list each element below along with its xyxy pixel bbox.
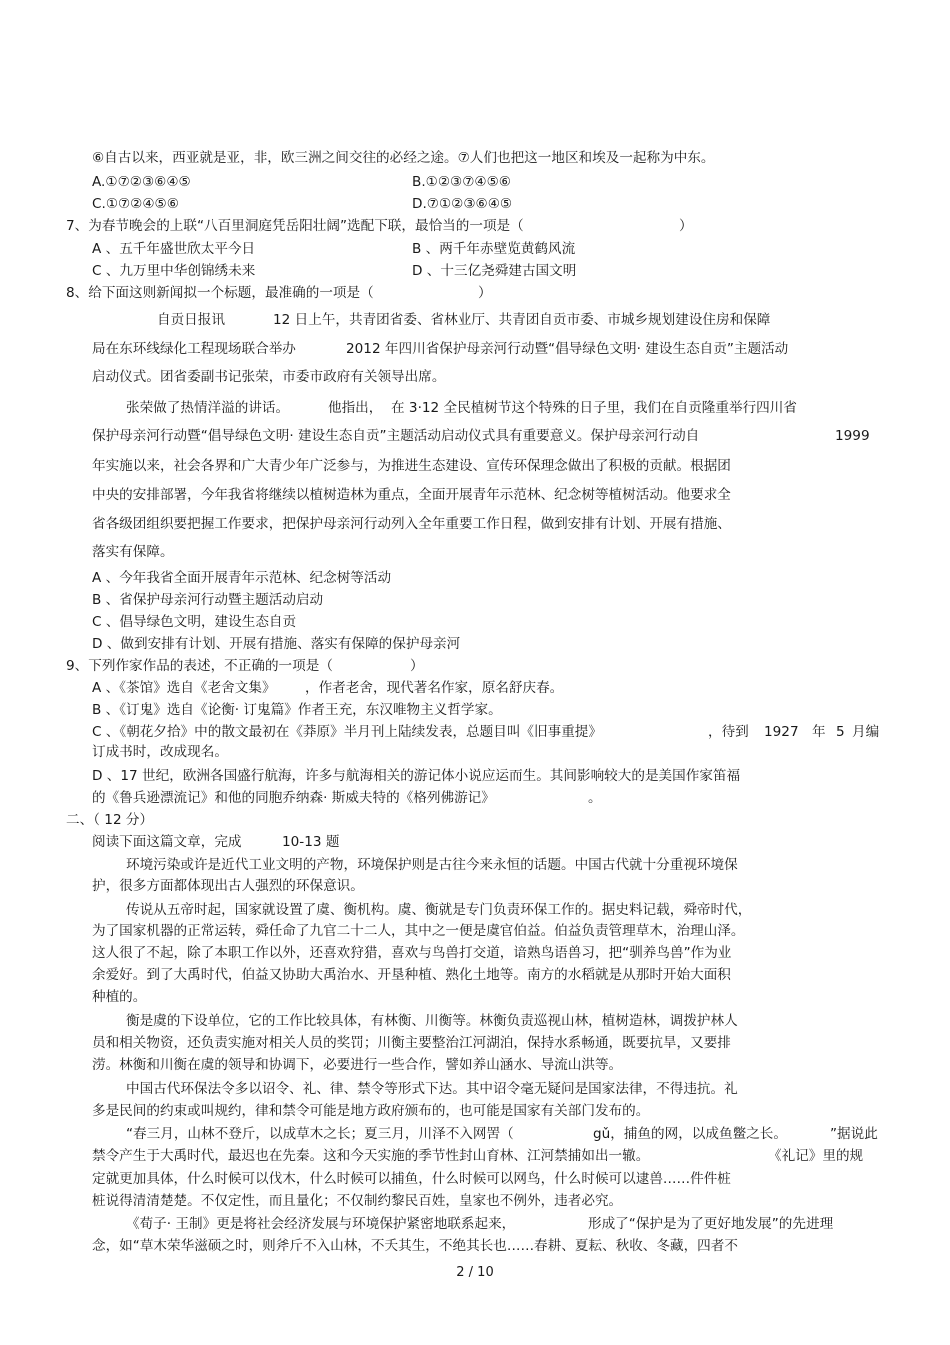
q7-close-paren: ） [679,218,693,234]
q9-option-c-part5: 5 [836,724,845,740]
news-line-4a: 张荣做了热情洋溢的讲话。 [126,400,290,416]
article-line: 多是民间的约束或叫规约，律和禁令可能是地方政府颁布的，也可能是国家有关部门发布的。 [92,1103,650,1119]
page-number: 2 / 10 [456,1265,494,1280]
q8-option-c: C 、倡导绿色文明，建设生态自贡 [92,614,297,630]
q9-option-c-part2: ，待到 [708,724,749,740]
article-line-13b: gǔ，捕鱼的网，以成鱼鳖之长。 [593,1126,787,1142]
news-line-5a: 保护母亲河行动暨“倡导绿色文明· 建设生态自贡”主题活动启动仪式具有重要意义。保护母亲河行动自 [92,428,700,444]
article-line: 涝。林衡和川衡在虞的领导和协调下，必要进行一些合作，譬如养山涵水、导流山洪等。 [92,1057,623,1073]
news-line-4c: 在 3·12 全民植树节这个特殊的日子里，我们在自贡隆重举行四川省 [391,400,797,416]
reading-instruction: 阅读下面这篇文章，完成 [92,834,242,850]
q9-option-d-period: 。 [588,790,602,806]
news-line-6: 年实施以来，社会各界和广大青少年广泛参与，为推进生态建设、宣传环保理念做出了积极的贡献。根据团 [92,458,731,474]
article-line: 这人很了不起，除了本职工作以外，还喜欢狩猎，喜欢与鸟兽打交道，谙熟鸟语兽习，把“驯养鸟兽”作为业 [92,945,732,961]
q8-option-b: B 、省保护母亲河行动暨主题活动启动 [92,592,324,608]
q9-option-a-part1: A 、《茶馆》选自《老舍文集》 [92,680,276,696]
section-two-heading: 二、（ 12 分） [66,812,154,828]
q7-option-d: D 、十三亿尧舜建古国文明 [412,263,577,279]
q6-line: ⑥自古以来，西亚就是亚，非，欧三洲之间交往的必经之途。⑦人们也把这一地区和埃及一起称为中东。 [92,150,715,166]
news-line-4b: 他指出， [328,400,383,416]
reading-instruction-range: 10-13 题 [282,834,340,850]
q6-option-c: C.①⑦②④⑤⑥ [92,196,179,212]
article-line-17b: 形成了“保护是为了更好地发展”的先进理 [588,1216,834,1232]
q7-option-b: B 、两千年赤壁览黄鹤风流 [412,241,576,257]
q9-option-c-part6: 月编 [852,724,880,740]
news-line-8: 省各级团组织要把握工作要求，把保护母亲河行动列入全年重要工作日程，做到安排有计划、开展有措施、 [92,516,731,532]
article-line-13c: ”据说此 [830,1126,878,1142]
q7-option-c: C 、九万里中华创锦绣未来 [92,263,256,279]
q9-stem: 9、下列作家作品的表述，不正确的一项是（ [66,658,333,674]
article-line: 余爱好。到了大禹时代，伯益又协助大禹治水、开垦种植、熟化土地等。南方的水稻就是从那时开始大面积 [92,967,731,983]
news-line-7: 中央的安排部署，今年我省将继续以植树造林为重点，全面开展青年示范林、纪念树等植树活动。他要求全 [92,487,731,503]
article-line: 环境污染或许是近代工业文明的产物，环境保护则是古往今来永恒的话题。中国古代就十分重视环境保 [126,857,738,873]
article-line: 定就更加具体，什么时候可以伐木，什么时候可以捕鱼，什么时候可以网鸟，什么时候可以逮兽……件件桩 [92,1171,731,1187]
article-line-13a: “春三月，山林不登斤，以成草木之长；夏三月，川泽不入网罟（ [126,1126,514,1142]
news-line-1b: 12 日上午，共青团省委、省林业厅、共青团自贡市委、市城乡规划建设住房和保障 [273,312,771,328]
article-line: 种植的。 [92,989,147,1005]
article-line-14b: 《礼记》里的规 [768,1148,864,1164]
q9-option-a-part2: ，作者老舍，现代著名作家，原名舒庆春。 [305,680,564,696]
news-line-2b: 2012 年四川省保护母亲河行动暨“倡导绿色文明· 建设生态自贡”主题活动 [346,341,789,357]
news-line-1a: 自贡日报讯 [157,312,225,328]
article-line: 衡是虞的下设单位，它的工作比较具体，有林衡、川衡等。林衡负责巡视山林，植树造林，调拨护林人 [126,1013,738,1029]
article-line: 中国古代环保法令多以诏令、礼、律、禁令等形式下达。其中诏令毫无疑问是国家法律，不得违抗。礼 [126,1081,738,1097]
q8-stem: 8、给下面这则新闻拟一个标题，最准确的一项是（ [66,285,374,301]
q6-option-d: D.⑦①②③⑥④⑤ [412,196,513,212]
article-line: 念，如“草木荣华滋硕之时，则斧斤不入山林，不夭其生，不绝其长也……春耕、夏耘、秋收、冬藏，四者不 [92,1238,738,1254]
news-line-9: 落实有保障。 [92,544,174,560]
q9-option-c-part3: 1927 [764,724,799,740]
q8-close-paren: ） [478,285,492,301]
q9-option-b: B 、《订鬼》选自《论衡· 订鬼篇》作者王充，东汉唯物主义哲学家。 [92,702,502,718]
q8-option-a: A 、今年我省全面开展青年示范林、纪念树等活动 [92,570,392,586]
news-line-3: 启动仪式。团省委副书记张荣，市委市政府有关领导出席。 [92,369,446,385]
article-line: 护，很多方面都体现出古人强烈的环保意识。 [92,878,364,894]
q8-option-d: D 、做到安排有计划、开展有措施、落实有保障的保护母亲河 [92,636,461,652]
news-line-2a: 局在东环线绿化工程现场联合举办 [92,341,296,357]
article-line-17a: 《荀子· 王制》更是将社会经济发展与环境保护紧密地联系起来， [126,1216,516,1232]
article-line: 员和相关物资，还负责实施对相关人员的奖罚；川衡主要整治江河湖泊，保持水系畅通，既要抗旱，又要排 [92,1035,731,1051]
q7-stem: 7、为春节晚会的上联“八百里洞庭凭岳阳壮阔”选配下联，最恰当的一项是（ [66,218,524,234]
q9-option-c-part1: C 、《朝花夕拾》中的散文最初在《莽原》半月刊上陆续发表，总题目叫《旧事重提》 [92,724,602,740]
article-line: 传说从五帝时起，国家就设置了虞、衡机构。虞、衡就是专门负责环保工作的。据史料记载，舜帝时代， [126,902,752,918]
q9-option-d-line1: D 、17 世纪，欧洲各国盛行航海，许多与航海相关的游记体小说应运而生。其间影响较大的是美国作家笛福 [92,768,741,784]
article-line: 桩说得清清楚楚。不仅定性，而且量化；不仅制约黎民百姓，皇家也不例外，违者必究。 [92,1193,623,1209]
q9-option-c-part4: 年 [812,724,826,740]
news-line-5b: 1999 [835,428,870,444]
article-line-14a: 禁令产生于大禹时代，最迟也在先秦。这和今天实施的季节性封山育林、江河禁捕如出一辙。 [92,1148,650,1164]
article-line: 为了国家机器的正常运转，舜任命了九官二十二人，其中之一便是虞官伯益。伯益负责管理草木，治理山泽。 [92,923,745,939]
q9-option-d-line2: 的《鲁兵逊漂流记》和他的同胞乔纳森· 斯威夫特的《格列佛游记》 [92,790,495,806]
q9-close-paren: ） [410,658,424,674]
q7-option-a: A 、五千年盛世欣太平今日 [92,241,256,257]
q6-option-a: A.①⑦②③⑥④⑤ [92,174,191,190]
q9-option-c-line2: 订成书时，改成现名。 [92,744,228,760]
q6-option-b: B.①②③⑦④⑤⑥ [412,174,511,190]
